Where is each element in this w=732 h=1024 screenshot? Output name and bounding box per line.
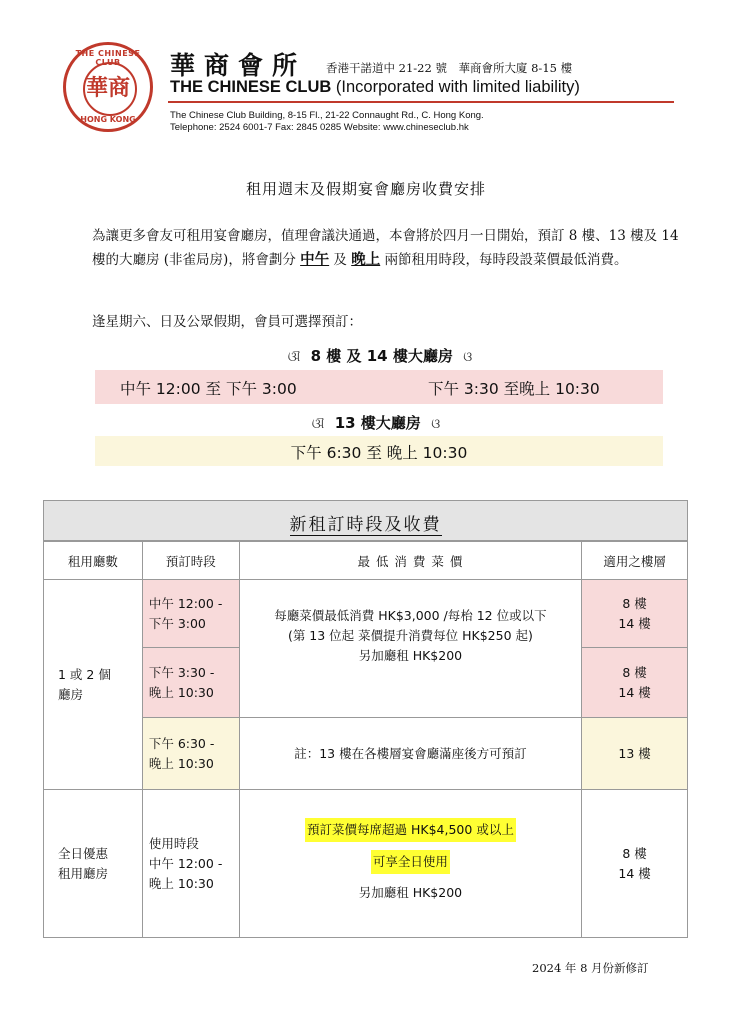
fee-table-title bbox=[43, 510, 688, 535]
ornament-right-icon: ଓ bbox=[431, 417, 441, 432]
menu-line-3: 另加廳租 HK$200 bbox=[358, 648, 463, 663]
room1-heading bbox=[240, 345, 520, 366]
room1-name: 8 樓 及 14 樓大廳房 bbox=[310, 347, 453, 365]
slot-cell-noon: 中午 12:00 - 下午 3:00 bbox=[142, 580, 239, 648]
club-contact-line: Telephone: 2524 6001-7 Fax: 2845 0285 Website: www.chineseclub.hk bbox=[170, 122, 469, 133]
floor-cell-evening: 13 樓 bbox=[582, 718, 688, 790]
logo-bottom-text: HONG KONG bbox=[80, 115, 136, 124]
menu-line-2: (第 13 位起 菜價提升消費每位 HK$250 起) bbox=[287, 628, 533, 643]
col-header-floor: 適用之樓層 bbox=[582, 542, 688, 580]
allday-slot-cell: 使用時段 中午 12:00 - 晚上 10:30 bbox=[142, 790, 239, 938]
col-header-menu: 最 低 消 費 菜 價 bbox=[239, 542, 581, 580]
slot-cell-afternoon: 下午 3:30 - 晚上 10:30 bbox=[142, 648, 239, 718]
ornament-left-icon: ଔ bbox=[287, 350, 301, 365]
revision-note: 2024 年 8 月份新修訂 bbox=[532, 961, 649, 975]
room2-name: 13 樓大廳房 bbox=[334, 414, 421, 432]
table-header-row bbox=[44, 542, 688, 580]
fee-table-title-text: 新租訂時段及收費 bbox=[289, 515, 442, 535]
notice-paragraph bbox=[92, 224, 692, 272]
header-divider bbox=[168, 101, 674, 103]
room2-slot: 下午 6:30 至 晚上 10:30 bbox=[290, 444, 468, 462]
para-evening: 晚上 bbox=[351, 251, 381, 268]
club-english-name bbox=[170, 78, 580, 97]
col-header-rooms: 租用廳數 bbox=[44, 542, 143, 580]
notice-subline: 逢星期六、日及公眾假期，會員可選擇預訂： bbox=[92, 314, 362, 330]
logo-monogram: 華商 bbox=[85, 75, 130, 101]
allday-floor-cell: 8 樓 14 樓 bbox=[582, 790, 688, 938]
rooms-count-cell: 1 或 2 個 廳房 bbox=[44, 580, 143, 790]
menu-note-cell: 註：13 樓在各樓層宴會廳滿座後方可預訂 bbox=[239, 718, 581, 790]
floor-cell-afternoon: 8 樓 14 樓 bbox=[582, 648, 688, 718]
col-header-slot: 預訂時段 bbox=[142, 542, 239, 580]
club-en-suffix: (Incorporated with limited liability) bbox=[331, 78, 580, 96]
slot-cell-evening: 下午 6:30 - 晚上 10:30 bbox=[142, 718, 239, 790]
allday-highlight-2: 可享全日使用 bbox=[371, 850, 450, 874]
club-logo bbox=[63, 42, 153, 132]
room2-heading bbox=[266, 412, 486, 433]
notice-title: 租用週末及假期宴會廳房收費安排 bbox=[245, 180, 486, 198]
room1-slot-evening: 下午 3:30 至晚上 10:30 bbox=[428, 380, 600, 398]
allday-highlight-1: 預訂菜價每席超過 HK$4,500 或以上 bbox=[305, 818, 516, 842]
floor-cell-noon: 8 樓 14 樓 bbox=[582, 580, 688, 648]
allday-rent: 另加廳租 HK$200 bbox=[358, 885, 463, 900]
allday-menu-cell bbox=[239, 790, 581, 938]
ornament-left-icon: ଔ bbox=[311, 417, 325, 432]
ornament-right-icon: ଓ bbox=[463, 350, 473, 365]
para-part1: 為讓更多會友可租用宴會廳房，值理會議決通過，本會將於四月一日開始，預訂 8 樓、13 樓及 14 樓的大廳房 (非雀局房)，將會劃分 bbox=[92, 228, 679, 268]
table-row bbox=[44, 580, 688, 648]
club-chinese-name: 華商會所 bbox=[170, 51, 307, 80]
fee-table bbox=[43, 541, 688, 938]
para-part2: 兩節租用時段，每時段設菜價最低消費。 bbox=[380, 252, 628, 268]
para-and: 及 bbox=[329, 252, 352, 268]
menu-line-1: 每廳菜價最低消費 HK$3,000 /每枱 12 位或以下 bbox=[274, 608, 547, 623]
logo-top-text: THE CHINESE CLUB bbox=[75, 49, 141, 67]
club-address-line: The Chinese Club Building, 8-15 Fl., 21-22 Connaught Rd., C. Hong Kong. bbox=[170, 110, 484, 121]
table-row bbox=[44, 790, 688, 938]
allday-label-cell: 全日優惠 租用廳房 bbox=[44, 790, 143, 938]
club-en-name-bold: THE CHINESE CLUB bbox=[170, 78, 332, 96]
menu-price-cell bbox=[239, 580, 581, 718]
room1-slot-noon: 中午 12:00 至 下午 3:00 bbox=[120, 380, 297, 398]
para-noon: 中午 bbox=[300, 251, 330, 268]
club-chinese-address: 香港干諾道中 21-22 號 華商會所大廈 8-15 樓 bbox=[326, 61, 573, 75]
